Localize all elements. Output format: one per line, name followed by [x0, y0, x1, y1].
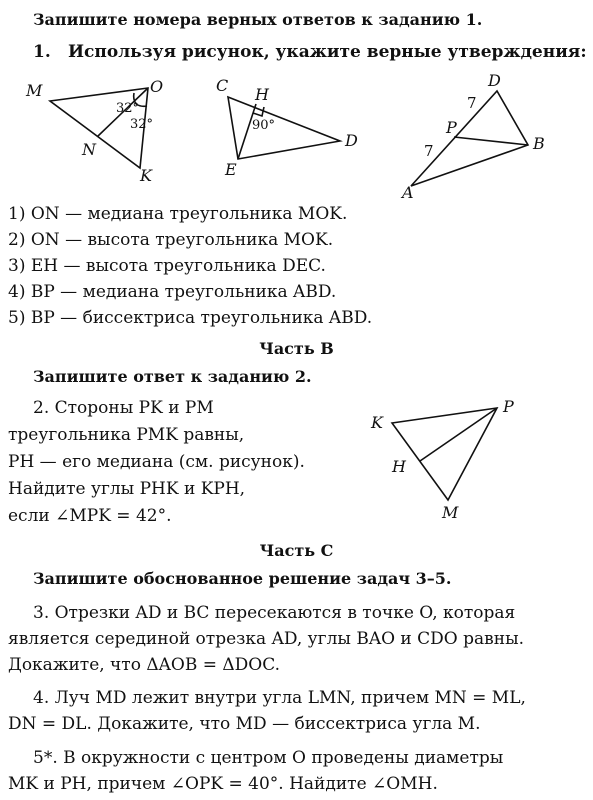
task2-line-4: Найдите углы PHK и KPH, — [8, 479, 246, 499]
part-b-title: Часть B — [259, 339, 334, 358]
task1-option-4: 4) BP — медиана треугольника ABD. — [8, 282, 337, 302]
part-b-instruction: Запишите ответ к заданию 2. — [33, 367, 312, 386]
task2-line-3: PH — его медиана (см. рисунок). — [8, 452, 305, 472]
task1-option-2: 2) ON — высота треугольника MOK. — [8, 230, 334, 250]
fig1-label-m: M — [26, 81, 43, 100]
fig1-angle-1: 32° — [116, 101, 140, 116]
fig1-label-n: N — [82, 140, 96, 159]
task1-option-5: 5) BP — биссектриса треугольника ABD. — [8, 308, 373, 328]
fig3-label-p: P — [446, 118, 457, 137]
segment-ph — [420, 408, 497, 461]
task5-line-1: 5*. В окружности с центром O проведены диаметры — [33, 748, 504, 768]
triangle-ced — [228, 97, 340, 159]
task3-line-3: Докажите, что ΔAOB = ΔDOC. — [8, 655, 281, 675]
segment-bp — [454, 137, 528, 145]
fig3-label-a: A — [402, 183, 414, 202]
fig4-label-h: H — [392, 457, 406, 476]
task2-line-5: если ∠MPK = 42°. — [8, 506, 172, 526]
fig4-label-p: P — [503, 397, 514, 416]
fig4-label-m: M — [442, 503, 459, 522]
task3-line-1: 3. Отрезки AD и BC пересекаются в точке O, которая — [33, 603, 516, 623]
fig2-label-e: E — [225, 160, 237, 179]
triangle-pmk — [392, 408, 497, 500]
task5-line-2: MK и PH, причем ∠OPK = 40°. Найдите ∠OMH. — [8, 774, 438, 794]
task1-number: 1. — [33, 42, 51, 62]
fig3-length-2: 7 — [424, 142, 434, 160]
figure-triangle-ced — [228, 97, 340, 159]
fig3-label-b: B — [533, 134, 545, 153]
fig4-label-k: K — [371, 413, 383, 432]
part-a-instruction: Запишите номера верных ответов к заданию 1. — [33, 10, 483, 29]
part-c-title: Часть C — [259, 541, 334, 560]
task4-line-1: 4. Луч MD лежит внутри угла LMN, причем MN = ML, — [33, 688, 526, 708]
task1-option-3: 3) EH — высота треугольника DEC. — [8, 256, 326, 276]
task3-line-2: является серединой отрезка AD, углы BAO и CDO равны. — [8, 629, 525, 649]
part-c-instruction: Запишите обоснованное решение задач 3–5. — [33, 569, 452, 588]
task4-line-2: DN = DL. Докажите, что MD — биссектриса угла M. — [8, 714, 481, 734]
fig2-angle: 90° — [252, 118, 276, 133]
task1-text: Используя рисунок, укажите верные утверждения: — [68, 42, 587, 62]
task2-line-2: треугольника PMK равны, — [8, 425, 245, 445]
fig2-label-d: D — [345, 131, 358, 150]
task2-line-1: 2. Стороны PK и PM — [33, 398, 214, 418]
fig1-angle-2: 32° — [130, 117, 154, 132]
fig3-length-1: 7 — [467, 94, 477, 112]
fig3-label-d: D — [488, 71, 501, 90]
fig1-label-o: O — [150, 77, 164, 96]
figure-triangle-pmk — [392, 408, 497, 500]
task1-option-1: 1) ON — медиана треугольника MOK. — [8, 204, 348, 224]
fig1-label-k: K — [140, 166, 152, 185]
fig2-label-h: H — [255, 85, 269, 104]
fig2-label-c: C — [216, 76, 229, 95]
